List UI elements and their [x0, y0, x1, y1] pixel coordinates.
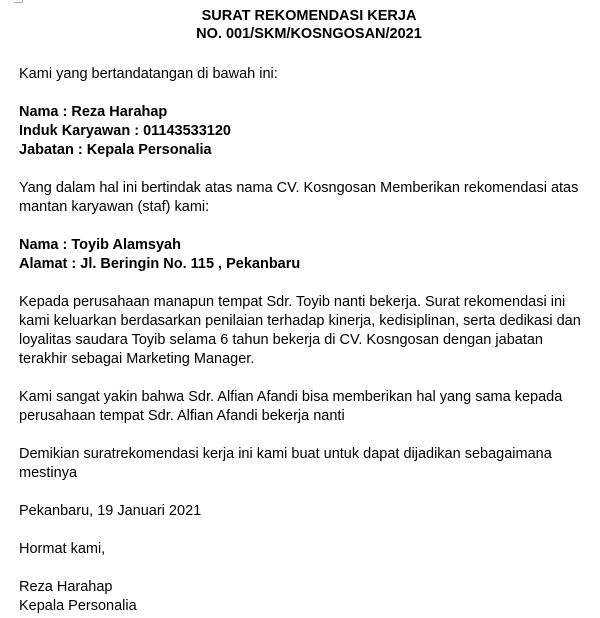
statement-line-2: mantan karyawan (staf) kami:: [19, 199, 210, 215]
signer-block: [19, 103, 589, 160]
employee-address-row: [19, 255, 589, 274]
signature-name: Reza Harahap: [19, 579, 113, 595]
assurance-paragraph: [19, 388, 589, 426]
closing-line-2: mestinya: [19, 465, 78, 481]
employee-block: [19, 236, 589, 274]
intro-text: Kami yang bertandatangan di bawah ini:: [19, 66, 278, 82]
letter-document: [19, 7, 589, 616]
signer-name-row: [19, 103, 589, 122]
assurance-line-1: Kami sangat yakin bahwa Sdr. Alfian Afandi bisa memberikan hal yang sama kepada: [19, 389, 563, 405]
recommendation-line-4: terakhir sebagai Marketing Manager.: [19, 351, 255, 367]
signer-id-value: 01143533120: [143, 123, 231, 139]
date-line: Pekanbaru, 19 Januari 2021: [19, 503, 202, 519]
letter-title: [29, 7, 589, 43]
employee-name-value: Toyib Alamsyah: [71, 237, 181, 253]
employee-name-label: Nama :: [19, 237, 72, 253]
closing-line-1: Demikian suratrekomendasi kerja ini kami buat untuk dapat dijadikan sebagaimana: [19, 446, 552, 462]
title-line-1: SURAT REKOMENDASI KERJA: [201, 8, 417, 24]
employee-address-value: Jl. Beringin No. 115 , Pekanbaru: [80, 256, 301, 272]
signer-id-row: [19, 122, 589, 141]
page-corner-mark: [14, 0, 23, 3]
regards-text: Hormat kami,: [19, 541, 106, 557]
signer-id-label: Induk Karyawan :: [19, 123, 144, 139]
statement-line-1: Yang dalam hal ini bertindak atas nama CV. Kosngosan Memberikan rekomendasi atas: [19, 180, 579, 196]
recommendation-line-2: kami keluarkan berdasarkan penilaian terhadap kinerja, kedisiplinan, serta dedikasi dan: [19, 313, 581, 329]
employee-address-label: Alamat :: [19, 256, 81, 272]
signer-name-value: Reza Harahap: [71, 104, 168, 120]
signature-block: [19, 578, 589, 616]
signer-position-label: Jabatan :: [19, 142, 87, 158]
title-line-2: NO. 001/SKM/KOSNGOSAN/2021: [196, 26, 422, 42]
recommendation-line-1: Kepada perusahaan manapun tempat Sdr. Toyib nanti bekerja. Surat rekomendasi ini: [19, 294, 566, 310]
assurance-line-2: perusahaan tempat Sdr. Alfian Afandi bekerja nanti: [19, 408, 345, 424]
signature-position: Kepala Personalia: [19, 598, 137, 614]
signer-name-label: Nama :: [19, 104, 72, 120]
recommendation-paragraph: [19, 293, 589, 369]
employee-name-row: [19, 236, 589, 255]
statement-block: [19, 179, 589, 217]
recommendation-line-3: loyalitas saudara Toyib selama 6 tahun bekerja di CV. Kosngosan dengan jabatan: [19, 332, 543, 348]
closing-paragraph: [19, 445, 589, 483]
signer-position-row: [19, 141, 589, 160]
signer-position-value: Kepala Personalia: [86, 142, 212, 158]
